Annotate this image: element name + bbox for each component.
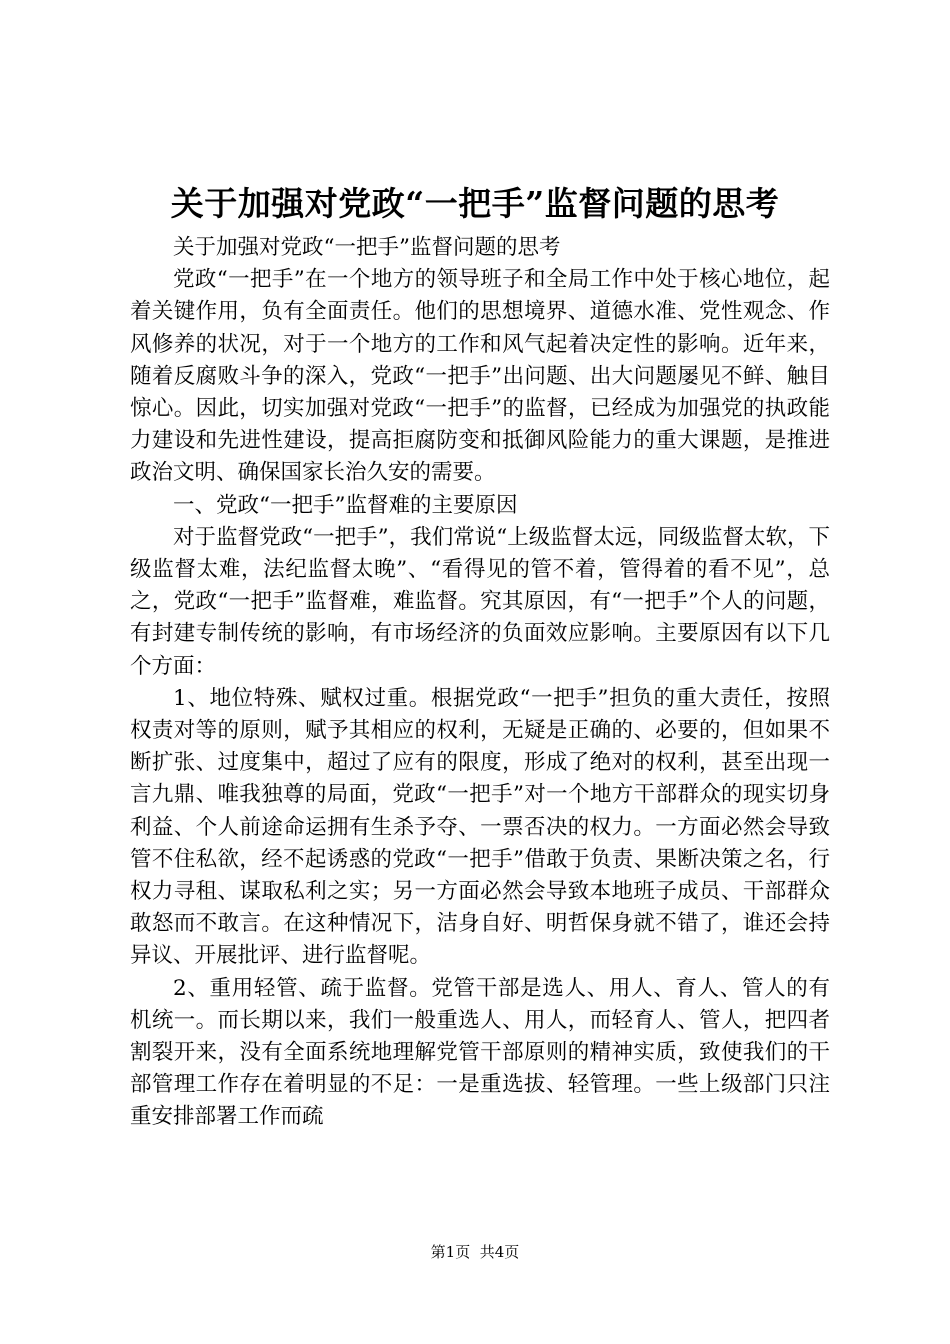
body-paragraph: 1、地位特殊、赋权过重。根据党政“一把手”担负的重大责任，按照权责对等的原则，赋予其相应的权利，无疑是正确的、必要的，但如果不断扩张、过度集中，超过了应有的限度，形成了绝对的权利，甚至出现一言九鼎、唯我独尊的局面，党政“一把手”对一个地方干部群众的现实切身利益、个人前途命运拥有生杀予夺、一票否决的权力。一方面必然会导致管不住私欲，经不起诱惑的党政“一把手”借敢于负责、果断决策之名，行权力寻租、谋取私利之实；另一方面必然会导致本地班子成员、干部群众敢怒而不敢言。在这种情况下，洁身自好、明哲保身就不错了，谁还会持异议、开展批评、进行监督呢。 <box>130 685 830 969</box>
page-footer <box>0 1242 950 1262</box>
document-body <box>130 232 830 1134</box>
page-total: 共4页 <box>479 1243 520 1261</box>
section-heading: 一、党政“一把手”监督难的主要原因 <box>173 492 518 518</box>
intro-paragraph: 党政“一把手”在一个地方的领导班子和全局工作中处于核心地位，起着关键作用，负有全面责任。他们的思想境界、道德水准、党性观念、作风修养的状况，对于一个地方的工作和风气起着决定性的影响。近年来，随着反腐败斗争的深入，党政“一把手”出问题、出大问题屡见不鲜、触目惊心。因此，切实加强对党政“一把手”的监督，已经成为加强党的执政能力建设和先进性建设，提高拒腐防变和抵御风险能力的重大课题，是推进政治文明、确保国家长治久安的需要。 <box>130 267 830 486</box>
page-number: 第1页 <box>430 1243 471 1261</box>
body-paragraph: 对于监督党政“一把手”，我们常说“上级监督太远，同级监督太软，下级监督太难，法纪监督太晚”、“看得见的管不着，管得着的看不见”，总之，党政“一把手”监督难，难监督。究其原因，有“一把手”个人的问题，有封建专制传统的影响，有市场经济的负面效应影响。主要原因有以下几个方面： <box>130 524 830 679</box>
subtitle-paragraph: 关于加强对党政“一把手”监督问题的思考 <box>173 235 561 260</box>
document-title: 关于加强对党政“一把手”监督问题的思考 <box>170 184 780 223</box>
body-paragraph: 2、重用轻管、疏于监督。党管干部是选人、用人、育人、管人的有机统一。而长期以来，我们一般重选人、用人，而轻育人、管人，把四者割裂开来，没有全面系统地理解党管干部原则的精神实质，致使我们的干部管理工作存在着明显的不足：一是重选拔、轻管理。一些上级部门只注重安排部署工作而疏 <box>130 975 830 1130</box>
